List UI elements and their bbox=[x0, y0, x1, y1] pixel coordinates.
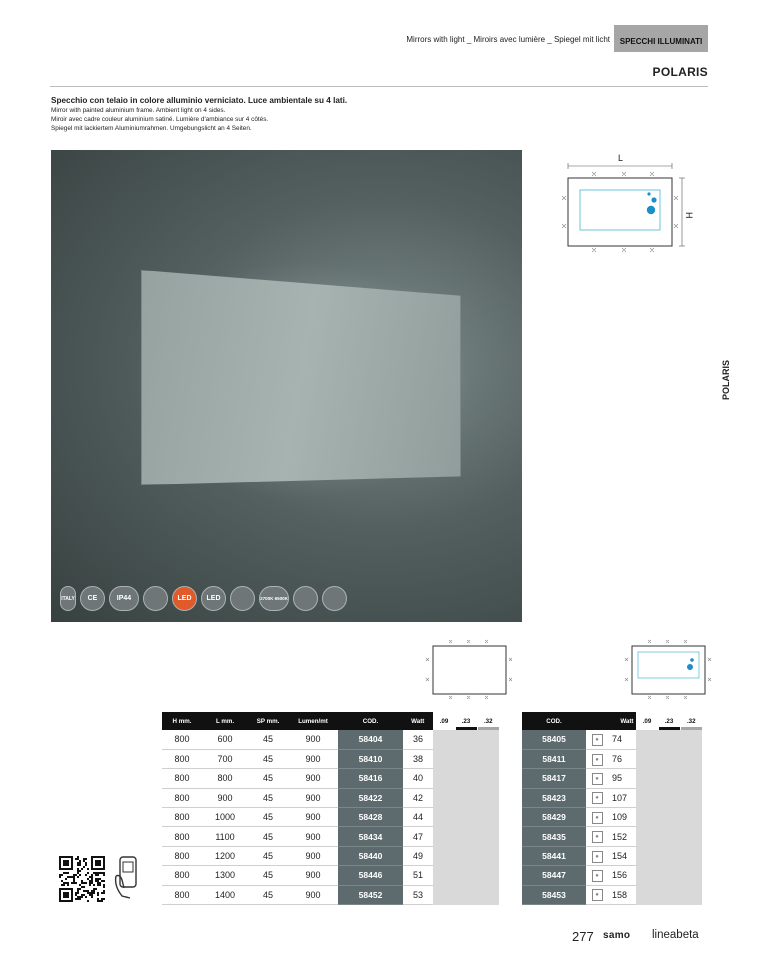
demister-icon: ● bbox=[586, 749, 608, 768]
qr-code-icon[interactable] bbox=[59, 856, 105, 902]
table-cell: 36 bbox=[403, 730, 433, 749]
finish-availability bbox=[433, 749, 499, 768]
finish-availability bbox=[636, 769, 702, 788]
table-row bbox=[162, 808, 499, 827]
table-row bbox=[162, 749, 499, 768]
product-title: POLARIS bbox=[652, 65, 708, 79]
table-cell: 45 bbox=[248, 808, 288, 827]
table-cell: 45 bbox=[248, 885, 288, 904]
led-icon: LED bbox=[172, 586, 197, 611]
table-row bbox=[522, 749, 702, 768]
column-header: COD. bbox=[522, 712, 586, 730]
table-cell: 1400 bbox=[202, 885, 248, 904]
mirror-image bbox=[141, 270, 461, 485]
column-header: L mm. bbox=[202, 712, 248, 730]
mirror-demister-diagram bbox=[622, 638, 712, 700]
column-header: .09 bbox=[636, 712, 658, 730]
product-code[interactable]: 58447 bbox=[522, 866, 586, 885]
demister-icon: ● bbox=[586, 769, 608, 788]
table-cell: 40 bbox=[403, 769, 433, 788]
finish-availability bbox=[433, 788, 499, 807]
page-number: 277 bbox=[572, 929, 594, 944]
table-row bbox=[162, 788, 499, 807]
side-label: POLARIS bbox=[721, 359, 731, 401]
made-in-italy-icon: ITALY bbox=[60, 586, 76, 611]
demister-icon: ● bbox=[586, 885, 608, 904]
table-row bbox=[162, 730, 499, 749]
product-code[interactable]: 58405 bbox=[522, 730, 586, 749]
table-cell: 74 bbox=[608, 730, 636, 749]
table-cell: 1200 bbox=[202, 846, 248, 865]
feature-badges bbox=[60, 586, 347, 611]
description-french: Miroir avec cadre couleur aluminium satiné. Lumière d'ambiance sur 4 côtés. bbox=[51, 116, 269, 123]
led-driver-icon: LED bbox=[201, 586, 226, 611]
table-row bbox=[522, 866, 702, 885]
column-header: .23 bbox=[658, 712, 680, 730]
demister-icon: ● bbox=[586, 808, 608, 827]
ambient-light-icon bbox=[230, 586, 255, 611]
table-cell: 600 bbox=[202, 730, 248, 749]
category-tab[interactable]: SPECCHI ILLUMINATI bbox=[614, 25, 708, 52]
column-header: .23 bbox=[455, 712, 477, 730]
table-cell: 95 bbox=[608, 769, 636, 788]
table-cell: 800 bbox=[162, 749, 202, 768]
product-code[interactable]: 58429 bbox=[522, 808, 586, 827]
product-code[interactable]: 58446 bbox=[338, 866, 403, 885]
height-label: H bbox=[684, 212, 694, 219]
mirror-outline bbox=[568, 178, 672, 246]
product-code[interactable]: 58410 bbox=[338, 749, 403, 768]
mirror-outline bbox=[433, 646, 506, 694]
table-row bbox=[522, 788, 702, 807]
finish-availability bbox=[636, 808, 702, 827]
table-cell: 45 bbox=[248, 749, 288, 768]
table-cell: 800 bbox=[202, 769, 248, 788]
product-code[interactable]: 58404 bbox=[338, 730, 403, 749]
table-cell: 800 bbox=[162, 769, 202, 788]
table-cell: 700 bbox=[202, 749, 248, 768]
finish-availability bbox=[433, 866, 499, 885]
column-header: Lumen/mt bbox=[288, 712, 338, 730]
table-cell: 38 bbox=[403, 749, 433, 768]
mirror-outline bbox=[632, 646, 705, 694]
dimmer-icon bbox=[293, 586, 318, 611]
spec-table-demister bbox=[522, 712, 702, 905]
table-cell: 156 bbox=[608, 866, 636, 885]
product-code[interactable]: 58441 bbox=[522, 846, 586, 865]
finish-availability bbox=[636, 846, 702, 865]
demister-icon: ● bbox=[586, 730, 608, 749]
product-code[interactable]: 58411 bbox=[522, 749, 586, 768]
mirror-plain-diagram bbox=[423, 638, 513, 700]
no-demister-icon bbox=[143, 586, 168, 611]
table-row bbox=[522, 769, 702, 788]
column-header: .32 bbox=[477, 712, 499, 730]
table-cell: 45 bbox=[248, 846, 288, 865]
finish-availability bbox=[636, 730, 702, 749]
table-cell: 800 bbox=[162, 846, 202, 865]
table-cell: 154 bbox=[608, 846, 636, 865]
table-cell: 109 bbox=[608, 808, 636, 827]
product-code[interactable]: 58440 bbox=[338, 846, 403, 865]
color-temperature-icon: 2700K 6500K bbox=[259, 586, 289, 611]
description-english: Mirror with painted aluminium frame. Ambient light on 4 sides. bbox=[51, 107, 226, 114]
finish-availability bbox=[636, 866, 702, 885]
table-cell: 158 bbox=[608, 885, 636, 904]
table-cell: 900 bbox=[288, 808, 338, 827]
table-cell: 76 bbox=[608, 749, 636, 768]
table-row bbox=[162, 827, 499, 846]
finish-availability bbox=[636, 827, 702, 846]
table-cell: 1300 bbox=[202, 866, 248, 885]
table-cell: 47 bbox=[403, 827, 433, 846]
table-row bbox=[522, 808, 702, 827]
table-cell: 45 bbox=[248, 827, 288, 846]
column-header: .09 bbox=[433, 712, 455, 730]
table-cell: 53 bbox=[403, 885, 433, 904]
product-photo bbox=[51, 150, 522, 622]
table-row bbox=[162, 769, 499, 788]
switch-icon bbox=[322, 586, 347, 611]
product-code[interactable]: 58434 bbox=[338, 827, 403, 846]
column-header: Watt bbox=[586, 712, 636, 730]
demister-icon: ● bbox=[586, 866, 608, 885]
table-cell: 900 bbox=[288, 769, 338, 788]
finish-availability bbox=[433, 730, 499, 749]
table-cell: 800 bbox=[162, 808, 202, 827]
table-cell: 45 bbox=[248, 866, 288, 885]
product-code[interactable]: 58428 bbox=[338, 808, 403, 827]
finish-availability bbox=[433, 827, 499, 846]
table-row bbox=[162, 885, 499, 904]
table-cell: 1000 bbox=[202, 808, 248, 827]
table-row bbox=[522, 730, 702, 749]
demister-icon: ● bbox=[586, 846, 608, 865]
product-code[interactable]: 58435 bbox=[522, 827, 586, 846]
column-header: H mm. bbox=[162, 712, 202, 730]
table-cell: 45 bbox=[248, 730, 288, 749]
finish-availability bbox=[433, 769, 499, 788]
table-cell: 900 bbox=[288, 846, 338, 865]
table-row bbox=[522, 827, 702, 846]
table-row bbox=[162, 866, 499, 885]
table-cell: 800 bbox=[162, 730, 202, 749]
breadcrumb: Mirrors with light _ Miroirs avec lumière _ Spiegel mit licht bbox=[406, 35, 610, 44]
table-cell: 51 bbox=[403, 866, 433, 885]
table-cell: 900 bbox=[288, 866, 338, 885]
product-code[interactable]: 58416 bbox=[338, 769, 403, 788]
table-row bbox=[522, 885, 702, 904]
description-italian: Specchio con telaio in colore alluminio verniciato. Luce ambientale su 4 lati. bbox=[51, 96, 348, 105]
product-line-name: lineabeta bbox=[652, 929, 699, 941]
column-header: SP mm. bbox=[248, 712, 288, 730]
finish-availability bbox=[636, 749, 702, 768]
table-cell: 900 bbox=[288, 730, 338, 749]
table-cell: 42 bbox=[403, 788, 433, 807]
ip44-icon: IP44 bbox=[109, 586, 139, 611]
product-code[interactable]: 58453 bbox=[522, 885, 586, 904]
column-header: Watt bbox=[403, 712, 433, 730]
product-code[interactable]: 58452 bbox=[338, 885, 403, 904]
column-header: .32 bbox=[680, 712, 702, 730]
table-cell: 800 bbox=[162, 866, 202, 885]
spec-table-standard bbox=[162, 712, 499, 905]
table-cell: 800 bbox=[162, 885, 202, 904]
table-cell: 900 bbox=[288, 788, 338, 807]
product-description bbox=[51, 96, 347, 133]
header-divider bbox=[50, 86, 708, 87]
table-cell: 1100 bbox=[202, 827, 248, 846]
column-header: COD. bbox=[338, 712, 403, 730]
product-code[interactable]: 58417 bbox=[522, 769, 586, 788]
dimension-diagram bbox=[562, 150, 692, 254]
table-cell: 152 bbox=[608, 827, 636, 846]
table-row bbox=[522, 846, 702, 865]
demister-icon: ● bbox=[586, 827, 608, 846]
finish-availability bbox=[636, 885, 702, 904]
finish-availability bbox=[433, 885, 499, 904]
table-cell: 900 bbox=[288, 749, 338, 768]
table-cell: 45 bbox=[248, 769, 288, 788]
width-label: L bbox=[618, 153, 624, 163]
ce-mark-icon: CE bbox=[80, 586, 105, 611]
table-cell: 900 bbox=[288, 827, 338, 846]
product-code[interactable]: 58423 bbox=[522, 788, 586, 807]
description-german: Spiegel mit lackiertem Aluminiumrahmen. Umgebungslicht an 4 Seiten. bbox=[51, 125, 252, 132]
finish-availability bbox=[433, 846, 499, 865]
demister-icon: ● bbox=[586, 788, 608, 807]
smartphone-scan-icon bbox=[114, 856, 140, 900]
table-cell: 800 bbox=[162, 788, 202, 807]
table-cell: 900 bbox=[288, 885, 338, 904]
finish-availability bbox=[433, 808, 499, 827]
product-code[interactable]: 58422 bbox=[338, 788, 403, 807]
table-cell: 107 bbox=[608, 788, 636, 807]
finish-availability bbox=[636, 788, 702, 807]
table-cell: 49 bbox=[403, 846, 433, 865]
table-cell: 44 bbox=[403, 808, 433, 827]
table-cell: 800 bbox=[162, 827, 202, 846]
table-row bbox=[162, 846, 499, 865]
table-cell: 45 bbox=[248, 788, 288, 807]
brand-logo: samo bbox=[603, 930, 631, 941]
table-cell: 900 bbox=[202, 788, 248, 807]
